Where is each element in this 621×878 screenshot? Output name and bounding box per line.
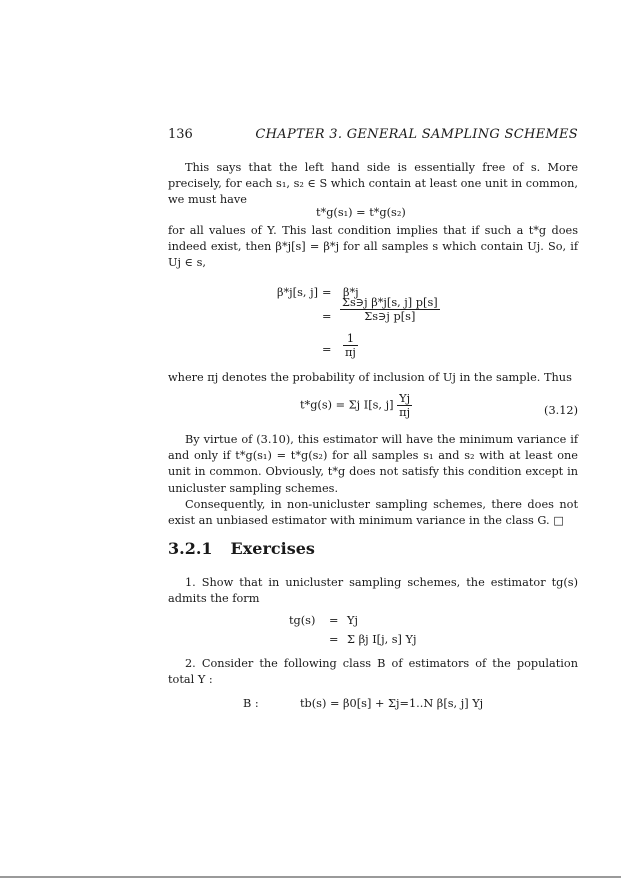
beta-lhs: β*j[s, j] xyxy=(277,286,318,299)
beta-rhs-1: β*j xyxy=(343,286,359,299)
ex2-rhs: tb(s) = β0[s] + Σj=1..N β[s, j] Yj xyxy=(300,697,484,710)
beta-frac3-denominator: πj xyxy=(345,346,356,359)
running-head: CHAPTER 3. GENERAL SAMPLING SCHEMES xyxy=(255,127,578,142)
exercise-2: 2. Consider the following class B of estimators of the population total Y : xyxy=(168,657,578,687)
eq312-numerator: Yj xyxy=(399,392,411,405)
section-title: Exercises xyxy=(230,539,315,558)
page-number: 136 xyxy=(168,127,193,142)
ex1-rhs-2: Σ βj I[j, s] Yj xyxy=(347,633,417,646)
paragraph-4: By virtue of (3.10), this estimator will have the minimum variance if and only if t*g(s₁) = t*g(s₂) for all samples s₁ and s₂ with at least one unit in common. Obviously, t*g does not satisfy this condition except in unicluster sampling schemes. xyxy=(168,433,578,495)
section-heading xyxy=(168,539,315,558)
ex2-label: B : xyxy=(243,697,259,710)
paragraph-1: This says that the left hand side is essentially free of s. More precisely, for each s₁, s₂ ∈ S which contain at least one unit in common, we must have xyxy=(168,161,578,207)
paragraph-5: Consequently, in non-unicluster sampling schemes, there does not exist an unbiased estimator with minimum variance in the class G. □ xyxy=(168,498,578,528)
beta-equals-3: = xyxy=(322,343,332,356)
equation-number-3-12: (3.12) xyxy=(544,404,578,417)
beta-equals-2: = xyxy=(322,310,332,323)
section-number: 3.2.1 xyxy=(168,539,213,558)
beta-fraction-2 xyxy=(340,296,440,323)
beta-frac2-numerator: Σs∋j β*j[s, j] p[s] xyxy=(342,296,438,309)
beta-frac3-numerator: 1 xyxy=(343,332,358,346)
ex1-equals-1: = xyxy=(329,614,339,627)
ex1-equals-2: = xyxy=(329,633,339,646)
equation-3-12 xyxy=(300,392,412,419)
eq312-lhs: t*g(s) = Σj I[s, j] xyxy=(300,398,394,412)
ex1-lhs: tg(s) xyxy=(289,614,316,627)
beta-fraction-3 xyxy=(343,332,358,359)
ex1-rhs-1: Yj xyxy=(347,614,358,627)
paragraph-3: where πj denotes the probability of inclusion of Uj in the sample. Thus xyxy=(168,371,572,384)
eq312-denominator: πj xyxy=(399,406,411,419)
paragraph-2: for all values of Y. This last condition implies that if such a t*g does indeed exist, then β*j[s] = β*j for all samples s which contain Uj. So, if Uj ∈ s, xyxy=(168,224,578,270)
beta-frac2-denominator: Σs∋j p[s] xyxy=(364,310,416,323)
beta-equals-1: = xyxy=(322,286,332,299)
equation-tg-equal: t*g(s₁) = t*g(s₂) xyxy=(316,206,406,219)
exercise-1: 1. Show that in unicluster sampling schemes, the estimator tg(s) admits the form xyxy=(168,576,578,606)
